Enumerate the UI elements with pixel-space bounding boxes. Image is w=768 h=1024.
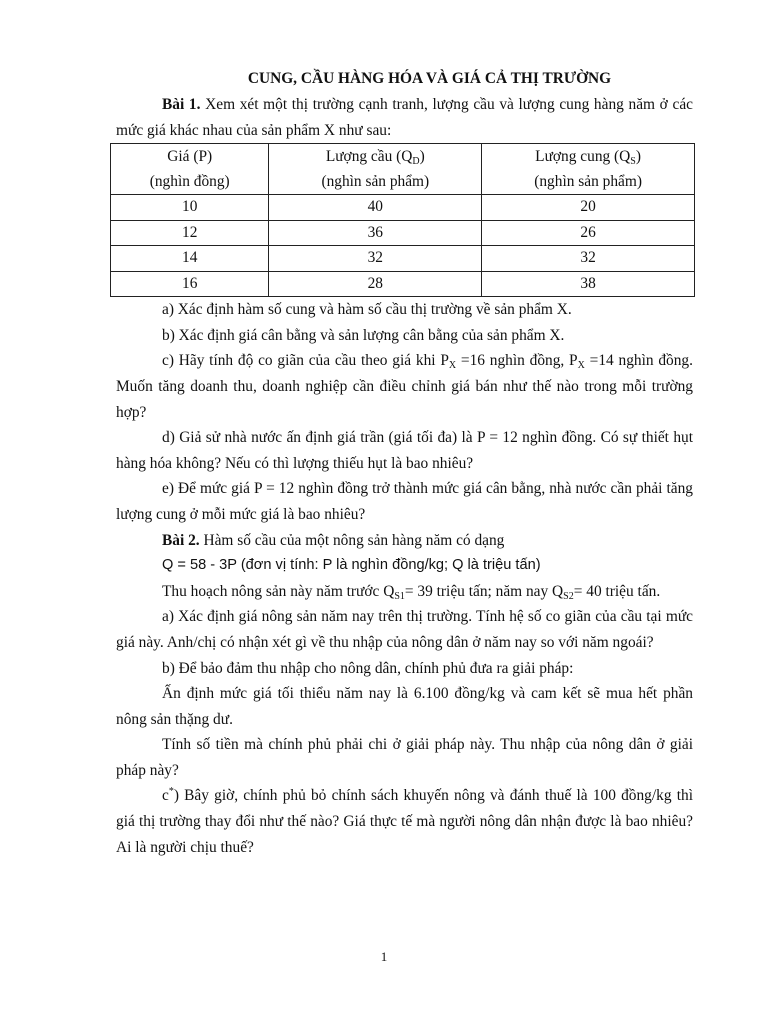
header-supply: Lượng cung $(Q_S)$ (nghìn sản phẩm) (482, 144, 695, 195)
table-cell-demand: 28 (269, 271, 482, 297)
exercise-1-question-e: e) Để mức giá P = 12 nghìn đồng trở thành mức giá cân bằng, nhà nước cần phải tăng lượng cung ở mỗi mức giá là bao nhiêu? (116, 480, 693, 523)
table-cell-demand: 40 (269, 195, 482, 221)
table-cell-demand: 32 (269, 246, 482, 272)
table-row (111, 195, 695, 221)
exercise-1-question-a: a) Xác định hàm số cung và hàm số cầu thị trường về sản phẩm X. (162, 301, 572, 319)
table-row (111, 246, 695, 272)
exercise-1-label: Bài 1. (162, 96, 201, 113)
header-price: Giá (P) (nghìn đồng) (111, 144, 269, 195)
table-cell-price: 10 (111, 195, 269, 221)
table-header-row (111, 144, 695, 195)
exercise-2-intro-text: Hàm số cầu của một nông sản hàng năm có dạng (199, 531, 505, 549)
table-cell-price: 16 (111, 271, 269, 297)
table-cell-supply: 20 (482, 195, 695, 221)
demand-formula: Q = 58 - 3P (đơn vị tính: P là nghìn đồng/kg; Q là triệu tấn) (162, 557, 541, 574)
page-title: CUNG, CẦU HÀNG HÓA VÀ GIÁ CẢ THỊ TRƯỜNG (247, 70, 612, 87)
exercise-2-label: Bài 2. (162, 531, 200, 549)
exercise-1-question-c: c) Hãy tính độ co giãn của cầu theo giá khi $P_X =16$ nghìn đồng, $P_X =14$ nghìn đồng. Muốn tăng doanh thu, doanh nghiệp cần điều chỉnh giá bán như thế nào trong mỗi trường hợp? (116, 352, 693, 421)
document-body (116, 66, 693, 860)
table-cell-demand: 36 (269, 220, 482, 246)
page-number: 1 (380, 949, 388, 964)
exercise-2-question-c: c*) Bây giờ, chính phủ bỏ chính sách khuyến nông và đánh thuế là 100 đồng/kg thì giá thị trường thay đổi như thế nào? Giá thực tế mà người nông dân nhận được là bao nhiêu? Ai là người chịu thuế? (116, 786, 693, 856)
exercise-2-question-b: b) Để bảo đảm thu nhập cho nông dân, chính phủ đưa ra giải pháp: (162, 659, 574, 677)
table-cell-price: 14 (111, 246, 269, 272)
table-cell-supply: 38 (482, 271, 695, 297)
table-row (111, 271, 695, 297)
exercise-2-question-a: a) Xác định giá nông sản năm nay trên thị trường. Tính hệ số co giãn của cầu tại mức giá này. Anh/chị có nhận xét gì về thu nhập của nông dân ở năm nay so với năm ngoái? (116, 608, 693, 651)
header-demand: Lượng cầu $(Q_D)$ (nghìn sản phẩm) (269, 144, 482, 195)
exercise-1-intro-text: Xem xét một thị trường cạnh tranh, lượng cầu và lượng cung hàng năm ở các mức giá khác nhau của sản phẩm X như sau: (116, 96, 693, 139)
table-row (111, 220, 695, 246)
exercise-1-question-b: b) Xác định giá cân bằng và sản lượng cân bằng của sản phẩm X. (162, 326, 565, 344)
table-cell-price: 12 (111, 220, 269, 246)
exercise-2-question-b-task: Tính số tiền mà chính phủ phải chi ở giải pháp này. Thu nhập của nông dân ở giải pháp này? (116, 736, 693, 779)
exercise-2-question-b-policy: Ấn định mức giá tối thiểu năm nay là 6.100 đồng/kg và cam kết sẽ mua hết phần nông sản thặng dư. (116, 685, 693, 728)
harvest-statement: Thu hoạch nông sản này năm trước $Q_{S1}= 39$ triệu tấn; năm nay $Q_{S2}= 40$ triệu tấn. (162, 582, 661, 602)
exercise-2-intro (116, 528, 693, 554)
exercise-1-question-d: d) Giả sử nhà nước ấn định giá trần (giá tối đa) là P = 12 nghìn đồng. Có sự thiết hụt hàng hóa không? Nếu có thì lượng thiếu hụt là bao nhiêu? (116, 429, 693, 472)
exercise-1-intro (116, 92, 693, 143)
supply-demand-table (110, 143, 695, 297)
table-cell-supply: 26 (482, 220, 695, 246)
table-cell-supply: 32 (482, 246, 695, 272)
